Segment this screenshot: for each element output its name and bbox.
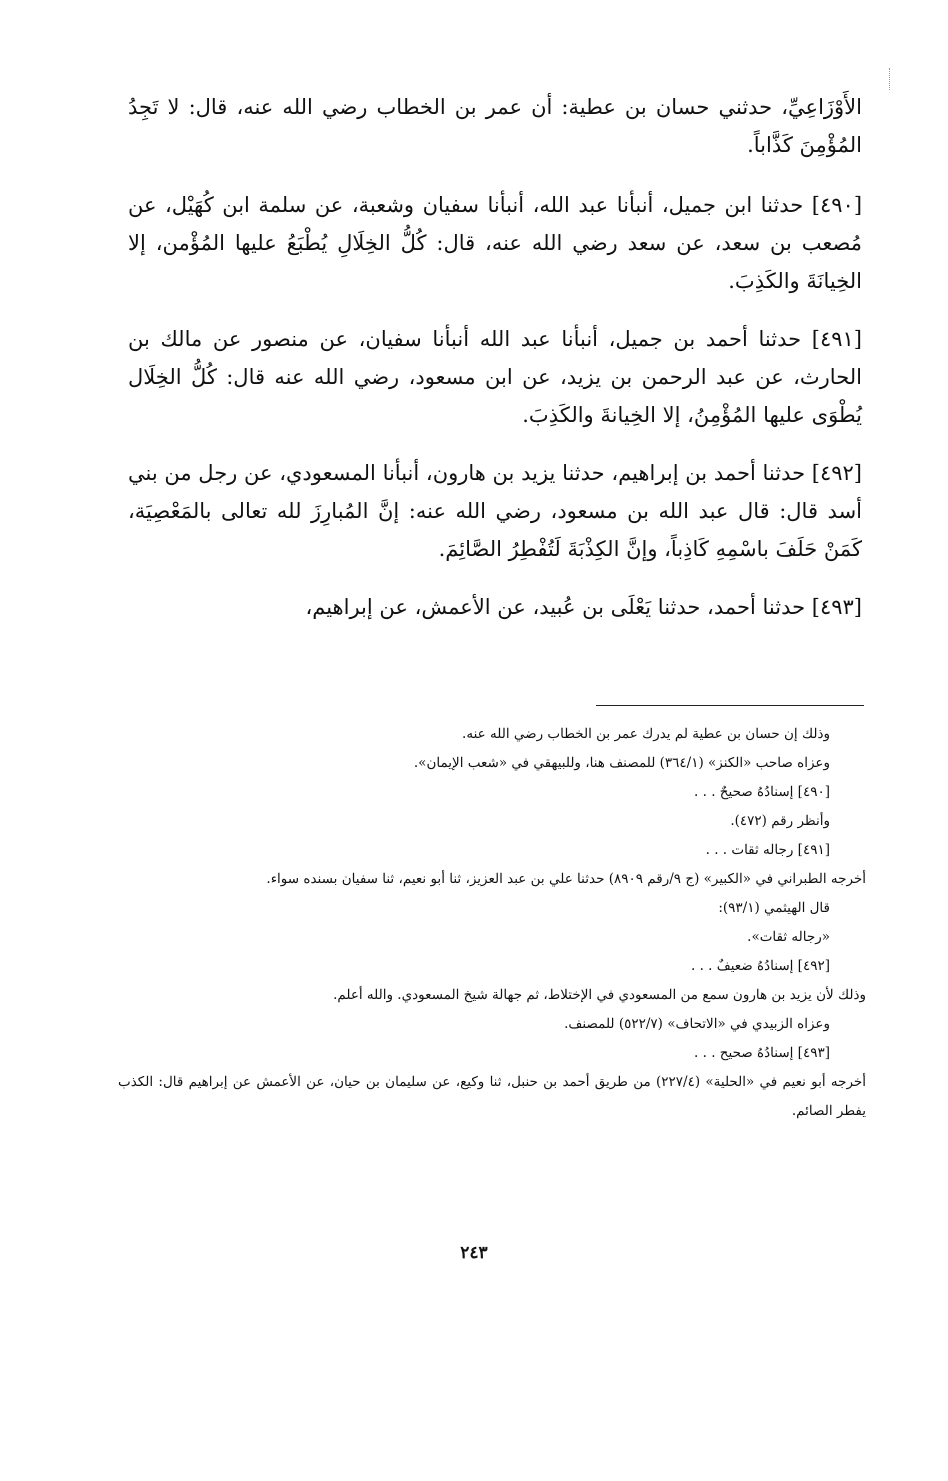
footnote-line: وعزاه الزبيدي في «الاتحاف» (٥٢٢/٧) للمصنف. — [564, 1016, 830, 1032]
footnote-line: وأنظر رقم (٤٧٢). — [730, 813, 830, 829]
footnote-line: [٤٩٣] إسنادُهُ صحيح . . . — [694, 1045, 830, 1061]
footnote-line: قال الهيثمي (٩٣/١): — [718, 900, 830, 916]
footnote-line: وذلك لأن يزيد بن هارون سمع من المسعودي في الإختلاط، ثم جهالة شيخ المسعودي. والله أعلم. — [333, 987, 866, 1003]
main-text — [128, 88, 862, 646]
footnote-line: [٤٩١] رجاله ثقات . . . — [705, 842, 830, 858]
footnote-line: وعزاه صاحب «الكنز» (٣٦٤/١) للمصنف هنا، وللبيهقي في «شعب الإيمان». — [413, 755, 830, 771]
gutter-mark — [889, 68, 892, 90]
footnote-divider — [596, 705, 864, 706]
hadith-493: [٤٩٣] حدثنا أحمد، حدثنا يَعْلَى بن عُبيد، عن الأعمش، عن إبراهيم، — [305, 595, 862, 619]
footnotes — [118, 720, 866, 1126]
hadith-491: [٤٩١] حدثنا أحمد بن جميل، أنبأنا عبد الله أنبأنا سفيان، عن منصور عن مالك بن الحارث، عن عبد الرحمن بن يزيد، عن ابن مسعود، رضي الله عنه قال: كُلُّ الخِلَال يُطْوَى عليها المُؤْمِنُ، إلا الخِيانةَ والكَذِبَ. — [128, 327, 862, 427]
hadith-492: [٤٩٢] حدثنا أحمد بن إبراهيم، حدثنا يزيد بن هارون، أنبأنا المسعودي، عن رجل من بني أسد قال: قال عبد الله بن مسعود، رضي الله عنه: إنَّ المُبارِزَ لله تعالى بالمَعْصِيَة، كَمَنْ حَلَفَ باسْمِهِ كَاذِباً، وإنَّ الكِذْبَةَ لَتُفْطِرُ الصَّائِمَ. — [128, 461, 862, 561]
footnote-line: أخرجه أبو نعيم في «الحلية» (٢٢٧/٤) من طريق أحمد بن حنبل، ثنا وكيع، عن سليمان بن حيان، عن الأعمش عن إبراهيم قال: الكذب يفطر الصائم. — [118, 1074, 867, 1119]
footnote-line: [٤٩٠] إسنادُهُ صحيحٌ . . . — [694, 784, 830, 800]
paragraph-continuation: الأَوْزَاعِيِّ، حدثني حسان بن عطية: أن عمر بن الخطاب رضي الله عنه، قال: لا تَجِدُ المُؤْمِنَ كَذَّاباً. — [128, 95, 862, 157]
page-number: ٢٤٣ — [460, 1243, 488, 1263]
footnote-line: [٤٩٢] إسنادُهُ ضعيفٌ . . . — [690, 958, 830, 974]
footnote-line: «رجاله ثقات». — [747, 929, 830, 945]
footnote-line: أخرجه الطبراني في «الكبير» (ج ٩/رقم ٨٩٠٩) حدثنا علي بن عبد العزيز، ثنا أبو نعيم، ثنا سفيان بسنده سواء. — [266, 871, 866, 887]
footnote-line: وذلك إن حسان بن عطية لم يدرك عمر بن الخطاب رضي الله عنه. — [462, 726, 830, 742]
hadith-490: [٤٩٠] حدثنا ابن جميل، أنبأنا عبد الله، أنبأنا سفيان وشعبة، عن سلمة ابن كُهَيْل، عن مُصعب بن سعد، عن سعد رضي الله عنه، قال: كُلُّ الخِلَالِ يُطْبَعُ عليها المُؤْمن، إلا الخِيانَةَ والكَذِبَ. — [128, 193, 863, 293]
